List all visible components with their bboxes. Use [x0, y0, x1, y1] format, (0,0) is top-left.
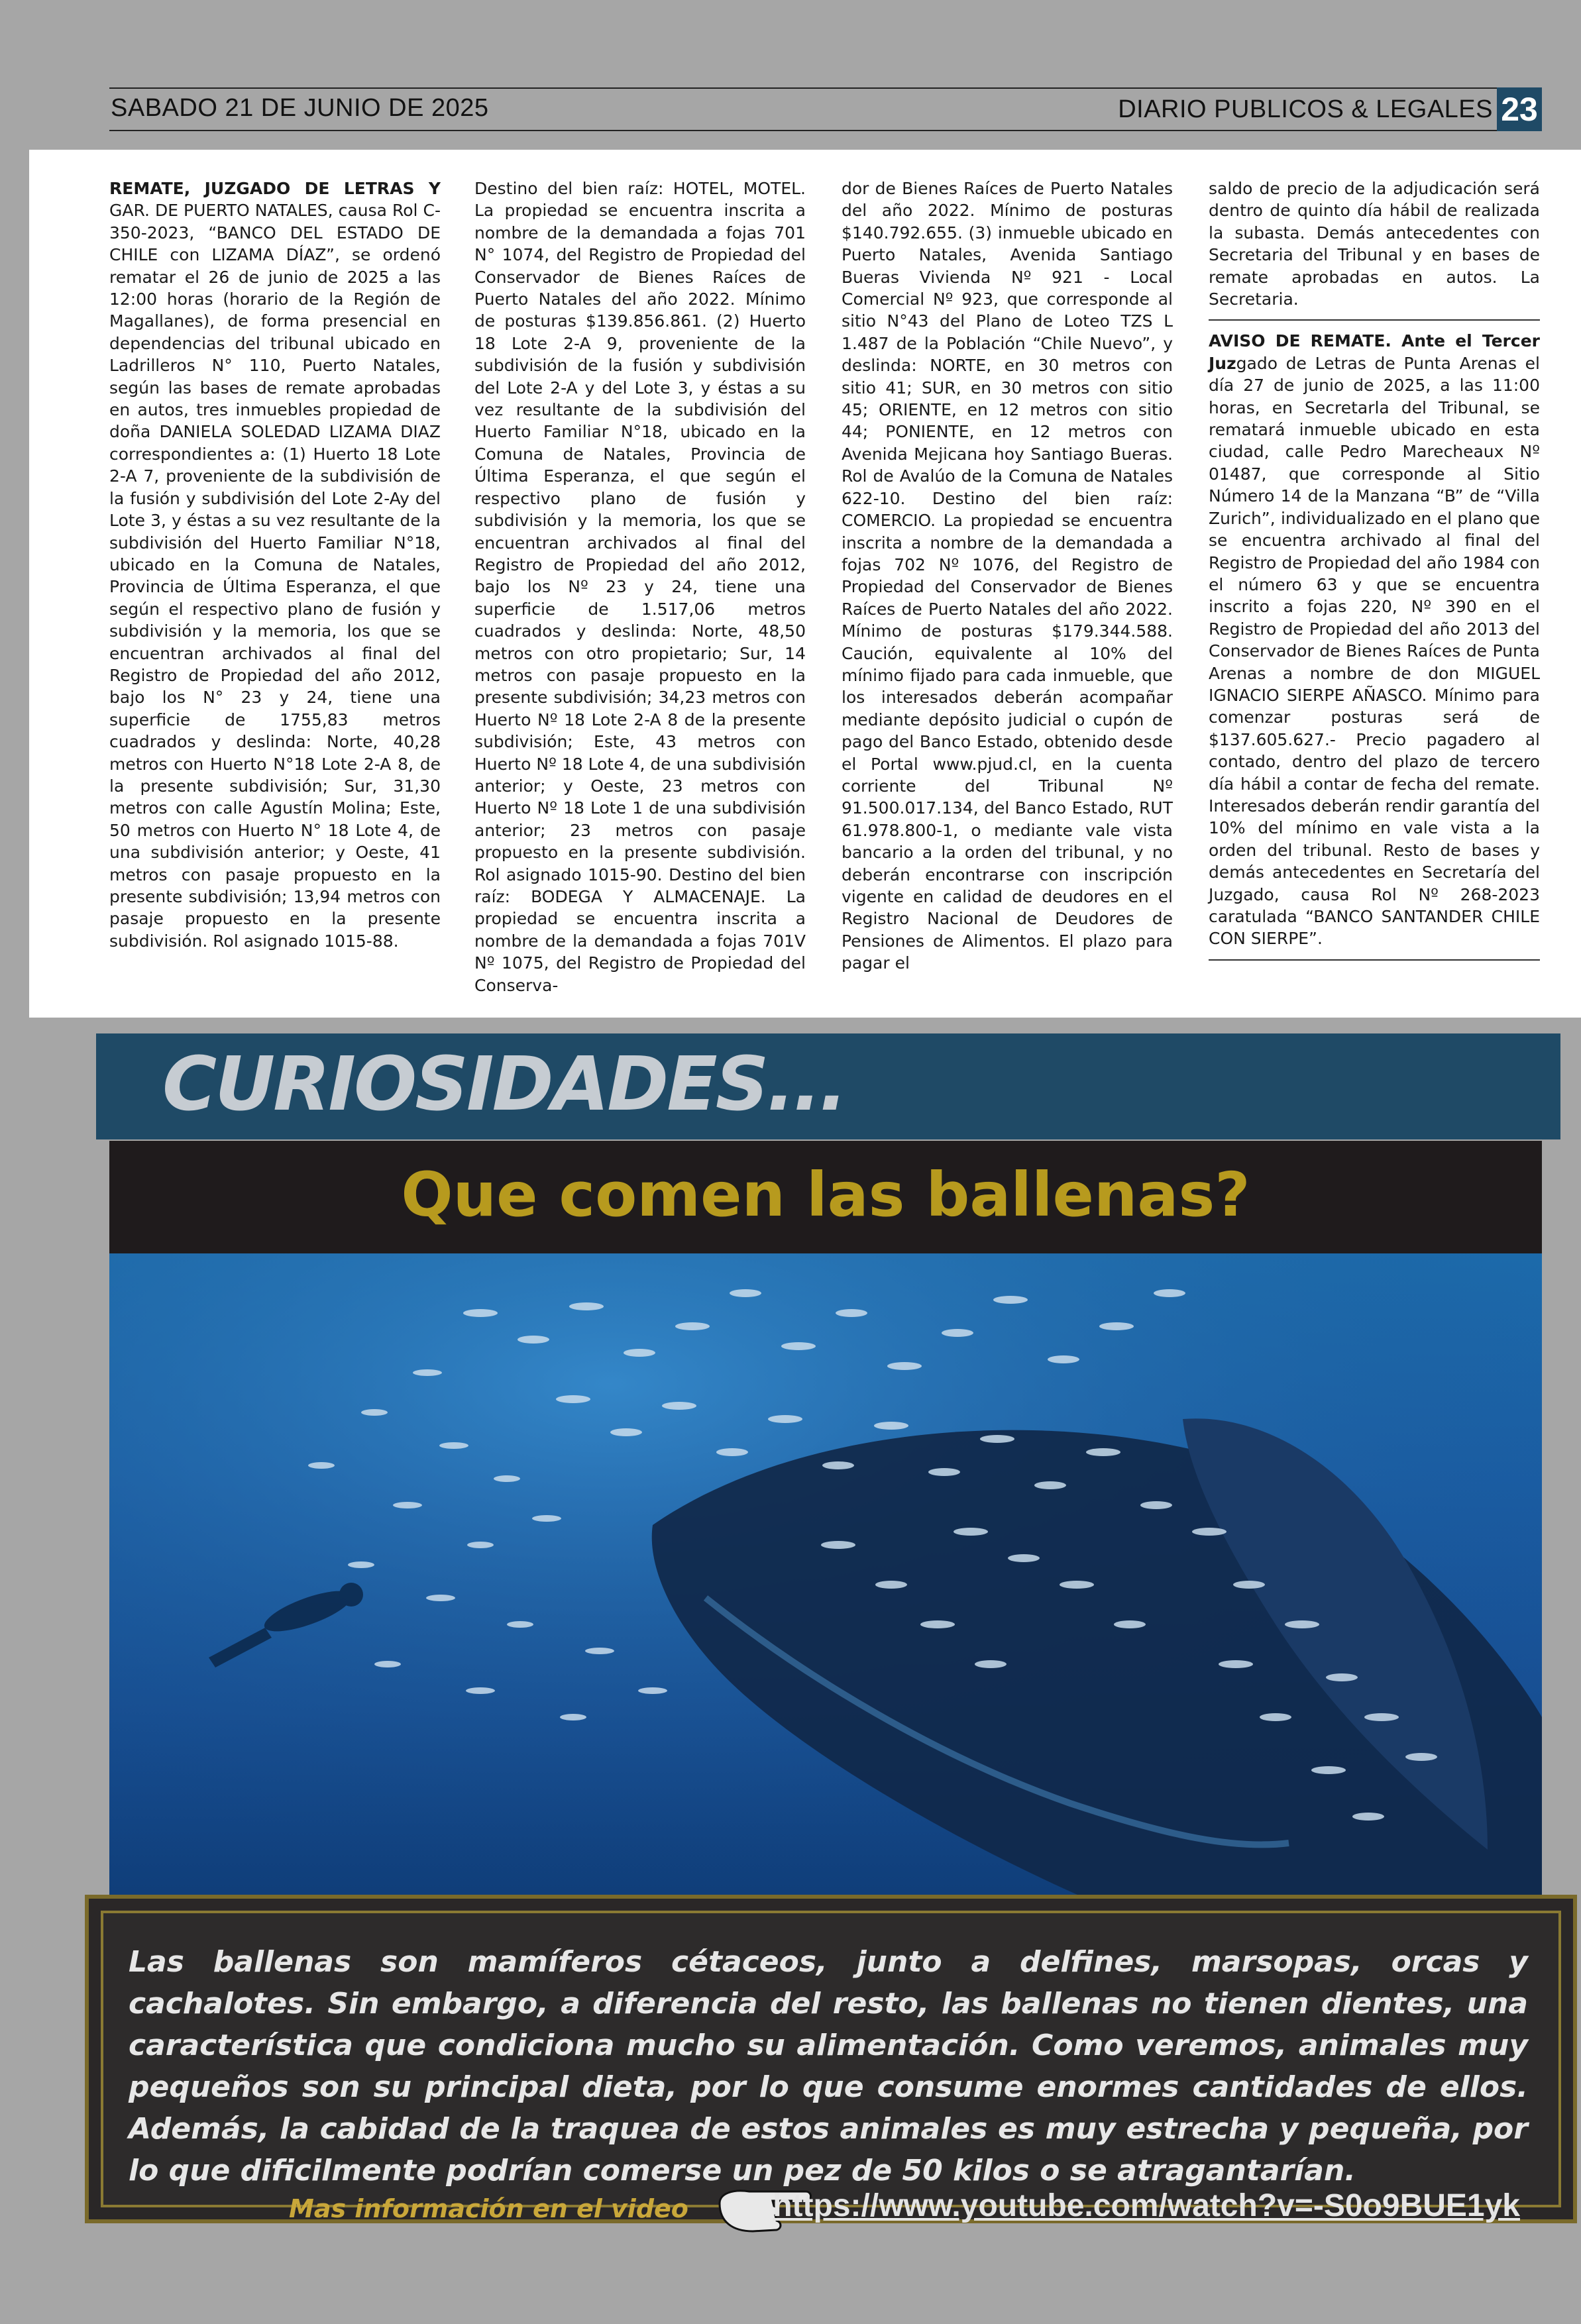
whale-photo	[109, 1253, 1542, 1906]
notice-divider	[1209, 319, 1540, 321]
legal-notices-section	[29, 150, 1581, 1018]
notice-title: AVISO DE REMATE. Ante el Tercer Juz	[1209, 331, 1540, 373]
page-header	[109, 87, 1542, 131]
question-banner	[109, 1141, 1542, 1253]
info-box	[85, 1895, 1577, 2223]
issue-date: SABADO 21 DE JUNIO DE 2025	[111, 94, 489, 122]
page-number: 23	[1497, 87, 1542, 131]
notice-divider	[1209, 959, 1540, 961]
notice-column-4	[1209, 178, 1540, 973]
notice-body: dor de Bienes Raíces de Puerto Natales del año 2022. Mínimo de posturas $140.792.655. (3) inmueble ubicado en Puerto Natales, Avenida Santiago Bueras Vivienda Nº 921 - Local Comercial Nº 923, que corresponde al sitio N°43 del Plano de Loteo TZS L 1.487 de la Población “Chile Nuevo”, y deslinda: NORTE, en 30 metros con sitio 41; SUR, en 30 metros con sitio 45; ORIENTE, en 12 metros con sitio 44; PONIENTE, en 12 metros con Avenida Mejicana hoy Santiago Bueras. Rol de Avalúo de la Comuna de Natales 622-10. Destino del bien raíz: COMERCIO. La propiedad se encuentra inscrita a nombre de la demandada a fojas 702 Nº 1076, del Registro de Propiedad del Conservador de Bienes Raíces de Puerto Natales del año 2022. Mínimo de posturas $179.344.588. Caución, equivalente al 10% del mínimo fijado para cada inmueble, que los interesados deberán acompañar mediante depósito judicial o cupón de pago del Banco Estado, obtenido desde el Portal www.pjud.cl, en la cuenta corriente del Tribunal Nº 91.500.017.134, del Banco Estado, RUT 61.978.800-1, o mediante vale vista bancario a la orden del tribunal, y no deberán encontrarse con inscripción vigente en calidad de deudores en el Registro Nacional de Deudores de Pensiones de Alimentos. El plazo para pagar el	[842, 179, 1173, 973]
info-box-frame	[101, 1911, 1561, 2223]
notice-column-2	[474, 178, 806, 995]
curiosidades-banner	[96, 1033, 1560, 1139]
more-info-label: Mas información en el video	[289, 2194, 688, 2223]
info-paragraph: Las ballenas son mamíferos cétaceos, junto a delfines, marsopas, orcas y cachalotes. Sin embargo, a diferencia del resto, las ballenas no tienen dientes, una característica que condiciona mucho su alimentación. Como veremos, animales muy pequeños son su principal dieta, por lo que consume enormes cantidades de ellos. Además, la cabidad de la traquea de estos animales es muy estrecha y pequeña, por lo que dificilmente podrían comerse un pez de 50 kilos o se atragantarían.	[129, 1945, 1528, 2188]
notice-column-1	[109, 178, 441, 973]
question-heading: Que comen las ballenas?	[401, 1159, 1250, 1230]
whale-feeding-illustration	[109, 1253, 1542, 1906]
notice-title: REMATE, JUZGADO DE LETRAS Y	[109, 179, 441, 198]
newspaper-name: DIARIO PUBLICOS & LEGALES	[1118, 95, 1493, 123]
video-link[interactable]: https://www.youtube.com/watch?v=-S0o9BUE1yk	[773, 2188, 1520, 2223]
notice-body: saldo de precio de la adjudicación será dentro de quinto día hábil de realizada la subasta. Demás antecedentes con Secretaria del Tribunal y en bases de remate aprobadas en autos. La Secretaria.	[1209, 179, 1540, 309]
section-title: CURIOSIDADES...	[162, 1041, 846, 1128]
notice-column-3	[842, 178, 1173, 973]
notice-body: gado de Letras de Punta Arenas el día 27 de junio de 2025, a las 11:00 horas, en Secretarla del Tribunal, se rematará inmueble ubicado en esta ciudad, calle Pedro Marecheaux Nº 01487, que corresponde al Sitio Número 14 de la Manzana “B” de “Villa Zurich”, individualizado en el plano que se encuentra archivado al final del Registro de Propiedad del año 1984 con el número 63 y que se encuentra inscrito a fojas 220, Nº 390 en el Registro de Propiedad del año 2013 del Conservador de Bienes Raíces de Punta Arenas a nombre de don MIGUEL IGNACIO SIERPE AÑASCO. Mínimo para comenzar posturas será de $137.605.627.- Precio pagadero al contado, dentro del plazo de tercero día hábil a contar de fecha del remate. Interesados deberán rendir garantía del 10% del mínimo en vale vista a la orden del tribunal. Resto de bases y demás antecedentes en Secretaría del Juzgado, causa Rol Nº 268-2023 caratulada “BANCO SANTANDER CHILE CON SIERPE”.	[1209, 353, 1540, 949]
notice-body: Destino del bien raíz: HOTEL, MOTEL. La propiedad se encuentra inscrita a nombre de la demandada a fojas 701 N° 1074, del Registro de Propiedad del Conservador de Bienes Raíces de Puerto Natales del año 2022. Mínimo de posturas $139.856.861. (2) Huerto 18 Lote 2-A 9, proveniente de la subdivisión de la fusión y subdivisión del Lote 2-A y del Lote 3, y éstas a su vez resultante de la subdivisión del Huerto Familiar N°18, ubicado en la Comuna de Natales, Provincia de Última Esperanza, el que según el respectivo plano de fusión y subdivisión y la memoria, los que se encuentran archivados al final del Registro de Propiedad del año 2012, bajo los Nº 23 y 24, tiene una superficie de 1.517,06 metros cuadrados y deslinda: Norte, 48,50 metros con otro propietario; Sur, 14 metros con pasaje propuesto en la presente subdivisión; 34,23 metros con Huerto Nº 18 Lote 2-A 8 de la presente subdivisión; Este, 43 metros con Huerto Nº 18 Lote 4, de una subdivisión anterior; y Oeste, 23 metros con Huerto Nº 18 Lote 1 de una subdivisión anterior; 23 metros con pasaje propuesto en la presente subdivisión. Rol asignado 1015-90. Destino del bien raíz: BODEGA Y ALMACENAJE. La propiedad se encuentra inscrita a nombre de la demandada a fojas 701V Nº 1075, del Registro de Propiedad del Conserva-	[474, 179, 806, 995]
notice-body: GAR. DE PUERTO NATALES, causa Rol C-350-2023, “BANCO DEL ESTADO DE CHILE con LIZAMA DÍAZ”, se ordenó rematar el 26 de junio de 2025 a las 12:00 horas (horario de la Región de Magallanes), de forma presencial en dependencias del tribunal ubicado en Ladrilleros N° 110, Puerto Natales, según las bases de remate aprobadas en autos, tres inmuebles propiedad de doña DANIELA SOLEDAD LIZAMA DIAZ correspondientes a: (1) Huerto 18 Lote 2-A 7, proveniente de la subdivisión de la fusión y subdivisión del Lote 2-Ay del Lote 3, y éstas a su vez resultante de la subdivisión del Huerto Familiar N°18, ubicado en la Comuna de Natales, Provincia de Última Esperanza, el que según el respectivo plano de fusión y subdivisión y la memoria, los que se encuentran archivados al final del Registro de Propiedad del año 2012, bajo los N° 23 y 24, tiene una superficie de 1755,83 metros cuadrados y deslinda: Norte, 40,28 metros con Huerto N°18 Lote 2-A 8, de la presente subdivisión; Sur, 31,30 metros con calle Agustín Molina; Este, 50 metros con Huerto N° 18 Lote 4, de una subdivisión anterior; y Oeste, 41 metros con pasaje propuesto en la presente subdivisión; 13,94 metros con pasaje propuesto en la presente subdivisión. Rol asignado 1015-88.	[109, 201, 441, 951]
